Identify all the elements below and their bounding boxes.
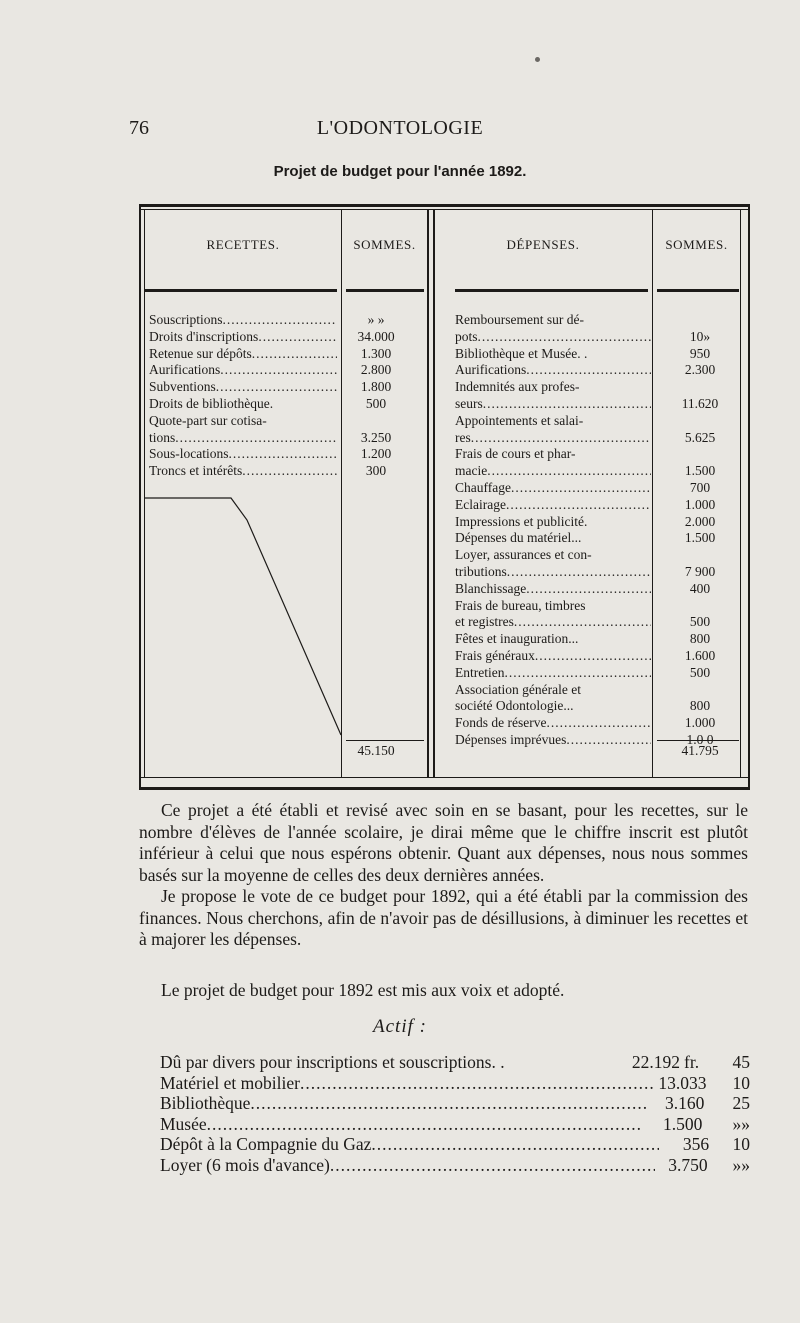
depense-line-label: seurs [455, 395, 483, 411]
actif-row-label: Dû par divers pour inscriptions et souscriptions. . [160, 1052, 505, 1072]
running-head: L'ODONTOLOGIE [316, 117, 484, 139]
depense-line [455, 698, 651, 715]
actif-row-currency [706, 1073, 723, 1094]
dot-leader [250, 1093, 647, 1114]
depense-line-amount: 7 900 [684, 563, 716, 579]
depense-line-amount: 5.625 [684, 429, 716, 445]
actif-row-cents: 10 [732, 1134, 751, 1154]
dot-leader [526, 362, 651, 379]
actif-row-cents: »» [732, 1113, 750, 1134]
recette-line-label: tions [149, 429, 176, 445]
recette-line [149, 463, 337, 480]
recettes-total: 45.150 [357, 743, 395, 758]
depense-line-amount [660, 598, 740, 615]
depense-line [455, 514, 651, 531]
actif-row [160, 1093, 750, 1114]
vote-statement: Le projet de budget pour 1892 est mis aux voix et adopté. [161, 980, 565, 1000]
depense-line-label: Remboursement sur dé- [455, 312, 584, 327]
depense-line-label: Blanchissage [455, 580, 527, 596]
dot-leader [220, 362, 337, 379]
depense-line-amount: 1.500 [684, 463, 716, 479]
actif-row-label: Dépôt à la Compagnie du Gaz [160, 1134, 372, 1154]
depense-line-label: Appointements et salai- [455, 412, 584, 428]
dot-leader [478, 329, 651, 346]
depense-line-amount: 500 [689, 614, 711, 630]
recette-line-amount: 3.250 [360, 429, 392, 445]
depense-line-amount: 800 [689, 631, 711, 647]
depense-line-label: Aurifications [455, 362, 527, 378]
depense-line [455, 648, 651, 665]
table-top-inner-rule [139, 209, 748, 210]
header-sommes-left: SOMMES. [353, 237, 416, 252]
actif-row-amount: 356 [682, 1134, 710, 1154]
depense-line-amount: 950 [689, 345, 711, 361]
depense-line-label: Fêtes et inauguration... [455, 631, 579, 647]
depense-line-amount [660, 682, 740, 699]
depense-line [455, 329, 651, 346]
depense-line-label: société Odontologie... [455, 698, 574, 714]
actif-row-amount: 3.160 [664, 1093, 705, 1113]
actif-row-currency [709, 1134, 725, 1155]
header-rule-sommes-left [346, 289, 424, 292]
depense-line-label: tributions [455, 563, 507, 579]
depense-line [455, 682, 651, 699]
depense-line-label: macie [455, 463, 488, 479]
depense-line [455, 732, 651, 749]
recette-line-label: Droits de bibliothèque. [149, 395, 274, 411]
actif-row-amount: 1.500 [662, 1113, 703, 1134]
actif-row [160, 1155, 750, 1176]
recette-line-amount: 1.200 [360, 446, 392, 462]
depense-line-amount: 700 [689, 479, 711, 495]
actif-row [160, 1114, 750, 1135]
depense-line-label: et registres [455, 614, 514, 630]
header-recettes: RECETTES. [206, 237, 280, 252]
page-number: 76 [129, 117, 149, 139]
depense-line-amount: 1.000 [684, 496, 716, 512]
dot-leader [216, 379, 337, 396]
dot-leader [242, 463, 337, 480]
recette-line-label: Aurifications [149, 362, 221, 378]
actif-list [160, 1052, 750, 1175]
table-bottom-inner-rule [139, 777, 748, 778]
depense-line [455, 463, 651, 480]
depense-line-label: Dépenses imprévues [455, 731, 567, 747]
actif-row-currency [702, 1114, 721, 1135]
depense-line-label: Frais de bureau, timbres [455, 597, 586, 613]
table-double-divider-b [433, 209, 435, 777]
depenses-total: 41.795 [681, 743, 719, 758]
actif-heading: Actif : [373, 1016, 427, 1037]
actif-row-cents: 45 [732, 1052, 750, 1072]
header-depenses: DÉPENSES. [506, 237, 580, 252]
recette-line-amount: 300 [365, 463, 387, 479]
dot-leader [483, 396, 651, 413]
depense-line [455, 631, 651, 648]
recette-line-label: Souscriptions [149, 312, 223, 327]
depense-line-label: Bibliothèque et Musée. . [455, 345, 588, 361]
dot-leader [300, 1073, 653, 1094]
depense-line [455, 530, 651, 547]
dot-leader [175, 430, 337, 447]
depense-line [455, 715, 651, 732]
depense-line-amount: 800 [689, 698, 711, 714]
actif-row-cents: 25 [732, 1093, 750, 1113]
depense-line-label: Association générale et [455, 681, 581, 697]
recettes-amounts [345, 312, 407, 480]
dot-leader [526, 581, 651, 598]
depenses-amounts [660, 312, 740, 749]
recette-line-label: Droits d'inscriptions [149, 328, 259, 344]
header-sommes-right: SOMMES. [665, 237, 728, 252]
actif-row-label: Loyer (6 mois d'avance) [160, 1154, 330, 1175]
depense-line-label: Entretien [455, 664, 505, 680]
depense-line [455, 413, 651, 430]
body-text [139, 800, 748, 951]
header-rule-sommes-right [657, 289, 739, 292]
dot-leader [514, 614, 651, 631]
depense-line-amount: 2.300 [684, 362, 716, 378]
budget-title: Projet de budget pour l'année 1892. [273, 163, 527, 180]
dot-leader [223, 312, 337, 329]
actif-row [160, 1052, 750, 1073]
paragraph-1: Ce projet a été établi et revisé avec soin en se basant, pour les recettes, sur le nombre d'élèves de l'année scolaire, je dirai même que le chiffre inscrit est plutôt inférieur à celui que nous espérons obtenir. Quant aux dépenses, nous nous sommes basés sur la moyenne de celles des deux dernières années. [139, 800, 748, 885]
depense-line-amount [660, 379, 740, 396]
recette-line [149, 329, 337, 346]
dot-leader [207, 1114, 643, 1135]
dot-leader [371, 1134, 659, 1155]
actif-row-label: Musée [160, 1113, 207, 1134]
table-col-divider-3 [652, 209, 653, 777]
recette-line-label: Troncs et intérêts [149, 463, 243, 479]
depense-line-amount: 1.000 [684, 715, 716, 731]
depense-line [455, 614, 651, 631]
recette-line [149, 446, 337, 463]
depense-line [455, 312, 651, 329]
depense-line [455, 379, 651, 396]
recette-line-amount: 1.300 [360, 345, 392, 361]
depense-line [455, 581, 651, 598]
recette-line-amount: » » [367, 312, 385, 327]
dot-leader [471, 430, 651, 447]
depense-line [455, 446, 651, 463]
depense-line-amount: 500 [689, 664, 711, 680]
dot-leader [535, 648, 651, 665]
dot-leader [252, 346, 337, 363]
depense-line [455, 564, 651, 581]
actif-row-label: Bibliothèque [160, 1093, 251, 1113]
recettes-filler-brace [145, 490, 345, 740]
depense-line-label: Frais de cours et phar- [455, 446, 576, 462]
recette-line-amount: 1.800 [360, 379, 392, 395]
header-rule-depenses [455, 289, 648, 292]
depense-line-label: Loyer, assurances et con- [455, 547, 592, 563]
recette-line [149, 396, 337, 413]
depense-line-label: pots [455, 328, 478, 344]
depense-line-label: Dépenses du matériel... [455, 530, 582, 546]
depense-line-amount [660, 547, 740, 564]
depense-line-amount: 1.0 0 [686, 731, 714, 747]
depense-line-amount: 10» [689, 328, 711, 344]
actif-row-cents: »» [732, 1154, 750, 1175]
depense-line [455, 497, 651, 514]
recette-line [149, 346, 337, 363]
depense-line-amount [660, 446, 740, 463]
actif-row-currency [704, 1093, 722, 1114]
dot-leader [506, 497, 651, 514]
depense-line-label: Impressions et publicité. [455, 513, 588, 529]
depense-line [455, 480, 651, 497]
depense-line-label: Frais généraux [455, 647, 535, 663]
actif-row-amount: 3.750 [668, 1154, 708, 1175]
depense-line-amount [660, 413, 740, 430]
actif-row [160, 1073, 750, 1094]
actif-row-currency [708, 1155, 725, 1176]
table-double-divider-a [427, 209, 429, 777]
depense-line-label: Indemnités aux profes- [455, 379, 580, 395]
depense-line-label: res [455, 429, 471, 445]
depense-line [455, 362, 651, 379]
recette-line-amount: 34.000 [357, 328, 395, 344]
actif-row-cents: 10 [732, 1072, 750, 1093]
depense-line-label: Chauffage [455, 479, 511, 495]
depense-line-amount: 11.620 [681, 395, 719, 411]
recette-line-label: Subventions [149, 379, 216, 395]
actif-row [160, 1134, 750, 1155]
dot-leader [330, 1155, 656, 1176]
recette-line-amount [345, 413, 407, 430]
recette-line-label: Retenue sur dépôts [149, 345, 252, 361]
depense-line-amount: 1.500 [684, 530, 716, 546]
recette-line [149, 413, 337, 430]
header-rule-recettes [145, 289, 337, 292]
depense-line [455, 598, 651, 615]
table-right-inner-rule [740, 209, 741, 777]
actif-row-amount: 22.192 [631, 1052, 680, 1072]
dot-leader [258, 329, 337, 346]
depense-line [455, 547, 651, 564]
depense-line-amount: 400 [689, 580, 711, 596]
recette-line [149, 362, 337, 379]
depense-line-label: Eclairage [455, 496, 506, 512]
recette-line-amount: 500 [365, 395, 387, 411]
depense-line-amount [660, 312, 740, 329]
depense-line [455, 430, 651, 447]
actif-row-currency: fr. [684, 1052, 700, 1072]
dot-leader [507, 564, 651, 581]
dot-leader [487, 463, 651, 480]
dot-leader [511, 480, 651, 497]
dot-leader [566, 732, 651, 749]
dot-leader [546, 715, 651, 732]
depense-line [455, 396, 651, 413]
actif-row-amount: 13.033 [658, 1072, 707, 1093]
depense-line-label: Fonds de réserve [455, 715, 547, 731]
page-ornament-dot [535, 57, 540, 62]
depense-line-amount: 2.000 [684, 513, 716, 529]
total-rule-left [346, 740, 424, 741]
depense-line [455, 665, 651, 682]
depense-line-amount: 1.600 [684, 647, 716, 663]
recette-line-label: Quote-part sur cotisa- [149, 412, 267, 428]
depenses-list [455, 312, 651, 749]
dot-leader [229, 446, 338, 463]
depense-line [455, 346, 651, 363]
recette-line [149, 312, 337, 329]
actif-row-label: Matériel et mobilier [160, 1072, 300, 1093]
recette-line [149, 379, 337, 396]
recette-line [149, 430, 337, 447]
recettes-list [149, 312, 337, 480]
recette-line-label: Sous-locations [149, 446, 229, 462]
dot-leader [504, 665, 651, 682]
recette-line-amount: 2.800 [360, 362, 392, 378]
paragraph-2: Je propose le vote de ce budget pour 1892, qui a été établi par la commission des finances. Nous cherchons, afin de n'avoir pas de désillusions, à diminuer les recettes et à majorer les dépenses. [139, 886, 748, 949]
